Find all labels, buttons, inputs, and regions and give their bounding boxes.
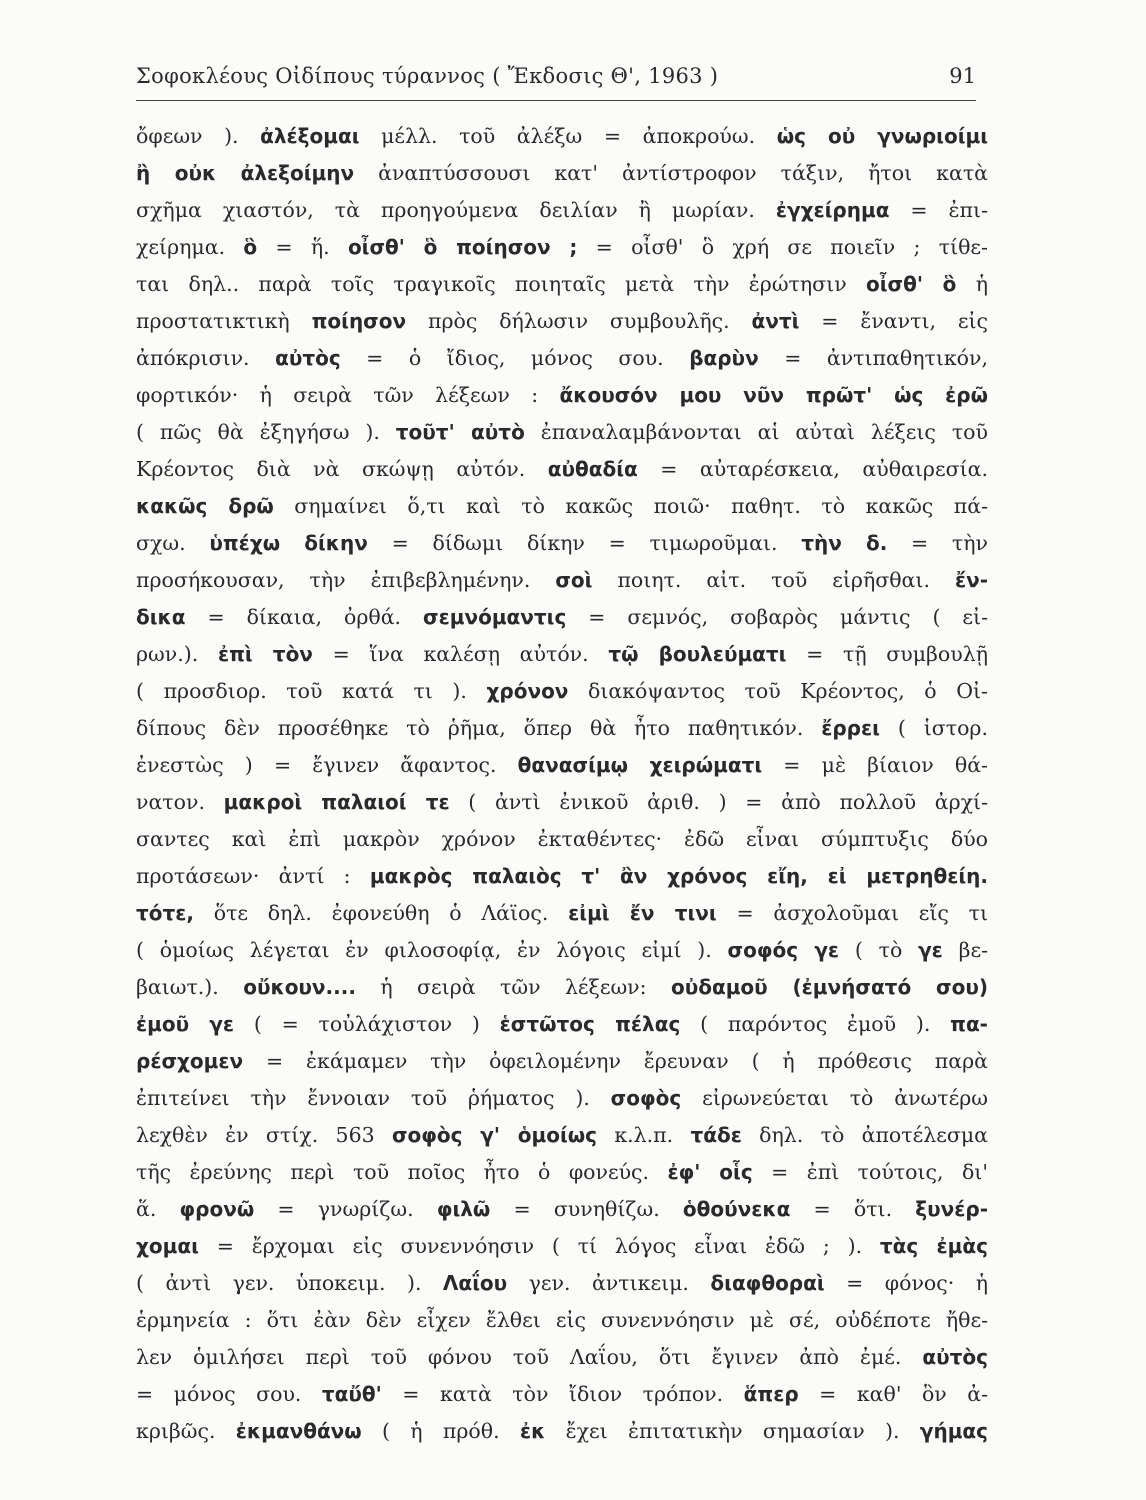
- text-line: [136, 1154, 988, 1191]
- gloss-text: ὅτε δηλ. ἐφονεύθη ὁ Λάϊος.: [194, 901, 569, 925]
- gloss-text: ἅ.: [136, 1197, 180, 1221]
- gloss-text: λεχθὲν ἐν στίχ. 563: [136, 1123, 392, 1147]
- text-line: [136, 562, 988, 599]
- lemma: ρέσχομεν: [136, 1049, 244, 1073]
- lemma: τῷ βουλεύματι: [608, 642, 787, 666]
- text-line: [136, 1265, 988, 1302]
- lemma: σοφὸς: [610, 1086, 682, 1110]
- text-line: [136, 1080, 988, 1117]
- gloss-text: ( ἀντὶ γεν. ὑποκειμ. ).: [136, 1271, 443, 1295]
- text-line: [136, 525, 988, 562]
- text-line: [136, 192, 988, 229]
- gloss-text: ρων.).: [136, 642, 218, 666]
- gloss-text: = κατὰ τὸν ἴδιον τρόπον.: [381, 1382, 744, 1406]
- gloss-text: σημαίνει ὅ,τι καὶ τὸ κακῶς ποιῶ· παθητ. τὸ κακῶς πά-: [273, 494, 988, 518]
- gloss-text: ἐπιτείνει τὴν ἔννοιαν τοῦ ῥήματος ).: [136, 1086, 611, 1110]
- lemma: πα-: [950, 1012, 988, 1036]
- lemma: ἔν-: [954, 568, 988, 592]
- text-line: [136, 118, 988, 155]
- gloss-text: ( ἱστορ.: [879, 716, 988, 740]
- gloss-text: ( παρόντος ἐμοῦ ).: [680, 1012, 951, 1036]
- text-line: [136, 636, 988, 673]
- gloss-text: ται δηλ.. παρὰ τοῖς τραγικοῖς ποιηταῖς μετὰ τὴν ἐρώτησιν: [136, 272, 866, 296]
- lemma: ἀλέξομαι: [260, 124, 360, 148]
- gloss-text: προσήκουσαν, τὴν ἐπιβεβλημένην.: [136, 568, 556, 592]
- gloss-text: ἐνεστὼς ) = ἔγινεν ἄφαντος.: [136, 753, 518, 777]
- lemma: φιλῶ: [436, 1197, 491, 1221]
- text-line: [136, 451, 988, 488]
- text-line: [136, 303, 988, 340]
- text-line: [136, 1191, 988, 1228]
- text-line: [136, 858, 988, 895]
- page-number: 91: [949, 64, 976, 88]
- lemma: χομαι: [136, 1234, 199, 1258]
- gloss-text: = δίδωμι δίκην = τιμωροῦμαι.: [367, 531, 802, 555]
- gloss-text: κριβῶς.: [136, 1419, 236, 1443]
- text-line: [136, 1117, 988, 1154]
- gloss-text: = ἐπι-: [889, 198, 988, 222]
- gloss-text: σαντες καὶ ἐπὶ μακρὸν χρόνον ἐκταθέντες· ἐδῶ εἶναι σύμπτυξις δύο: [136, 827, 988, 851]
- lemma: δικα: [136, 605, 186, 629]
- lemma: ὁθούνεκα: [682, 1197, 791, 1221]
- text-line: [136, 377, 988, 414]
- gloss-text: τῆς ἐρεύνης περὶ τοῦ ποῖος ἦτο ὁ φονεύς.: [136, 1160, 668, 1184]
- lemma: βαρὺν: [689, 346, 759, 370]
- lemma: ἐμοῦ γε: [136, 1012, 235, 1036]
- text-line: [136, 1043, 988, 1080]
- text-line: [136, 266, 988, 303]
- text-line: [136, 155, 988, 192]
- lemma: οὐδαμοῦ (ἐμνήσατό σου): [670, 975, 988, 999]
- text-line: [136, 895, 988, 932]
- lemma: σοφός γε: [727, 938, 840, 962]
- text-line: [136, 1339, 988, 1376]
- lemma: οἶσθ' ὃ ποίησον ;: [347, 235, 578, 259]
- text-line: [136, 821, 988, 858]
- lemma: σοφὸς γ' ὁμοίως: [391, 1123, 598, 1147]
- gloss-text: ἀναπτύσσουσι κατ' ἀντίστροφον τάξιν, ἤτοι κατὰ: [354, 161, 988, 185]
- gloss-text: ἡ σειρὰ τῶν λέξεων:: [355, 975, 671, 999]
- text-line: [136, 1376, 988, 1413]
- gloss-text: βαιωτ.).: [136, 975, 244, 999]
- text-line: [136, 1006, 988, 1043]
- lemma: τότε,: [136, 901, 194, 925]
- lemma: εἰμὶ ἔν τινι: [568, 901, 717, 925]
- gloss-text: = ὁ ἴδιος, μόνος σου.: [340, 346, 690, 370]
- lemma: ἢ οὐκ ἀλεξοίμην: [136, 161, 355, 185]
- text-line: [136, 599, 988, 636]
- gloss-text: = ἔναντι, εἰς: [799, 309, 988, 333]
- gloss-text: Κρέοντος διὰ νὰ σκώψῃ αὐτόν.: [136, 457, 548, 481]
- gloss-text: = ἥ.: [257, 235, 348, 259]
- gloss-text: = δίκαια, ὀρθά.: [185, 605, 424, 629]
- lemma: χρόνον: [486, 679, 569, 703]
- gloss-text: = συνηθίζω.: [490, 1197, 683, 1221]
- gloss-text: διακόψαντος τοῦ Κρέοντος, ὁ Οἰ-: [568, 679, 988, 703]
- gloss-text: ( προσδιορ. τοῦ κατά τι ).: [136, 679, 487, 703]
- header-title: Σοφοκλέους Οἰδίπους τύραννος ( Ἔκδοσις Θ', 1963 ): [136, 64, 719, 88]
- lemma: ὑπέχω δίκην: [209, 531, 368, 555]
- gloss-text: σχῆμα χιαστόν, τὰ προηγούμενα δειλίαν ἢ μωρίαν.: [136, 198, 776, 222]
- lemma: σοὶ: [555, 568, 593, 592]
- gloss-text: προστατικτικὴ: [136, 309, 312, 333]
- lemma: αὐθαδία: [547, 457, 638, 481]
- text-line: [136, 414, 988, 451]
- lemma: τὴν δ.: [801, 531, 888, 555]
- gloss-text: εἰρωνεύεται τὸ ἀνωτέρω: [681, 1086, 988, 1110]
- gloss-text: = μόνος σου.: [136, 1382, 322, 1406]
- lemma: ξυνέρ-: [915, 1197, 988, 1221]
- text-line: [136, 784, 988, 821]
- lemma: τάδε: [690, 1123, 742, 1147]
- gloss-text: ( τὸ: [839, 938, 919, 962]
- gloss-text: = ἐπὶ τούτοις, δι': [752, 1160, 988, 1184]
- gloss-text: = καθ' ὃν ἀ-: [798, 1382, 988, 1406]
- text-line: [136, 229, 988, 266]
- lemma: θανασίμῳ χειρώματι: [517, 753, 763, 777]
- lemma: ἐκ: [519, 1419, 546, 1443]
- gloss-text: ἐπαναλαμβάνονται αἱ αὐταὶ λέξεις τοῦ: [524, 420, 988, 444]
- text-line: [136, 1228, 988, 1265]
- lemma: ὡς οὐ γνωριοίμι: [776, 124, 988, 148]
- gloss-text: μέλλ. τοῦ ἀλέξω = ἀποκρούω.: [359, 124, 777, 148]
- gloss-text: προτάσεων· ἀντί :: [136, 864, 370, 888]
- lemma: μακρὸς παλαιὸς τ' ἂν χρόνος εἴη, εἰ μετρηθείη.: [369, 864, 988, 888]
- gloss-text: = τῇ συμβουλῇ: [786, 642, 988, 666]
- text-line: [136, 488, 988, 525]
- gloss-text: = σεμνός, σοβαρὸς μάντις ( εἰ-: [566, 605, 988, 629]
- lemma: ἐπὶ τὸν: [217, 642, 313, 666]
- gloss-text: ἑρμηνεία : ὅτι ἐὰν δὲν εἶχεν ἔλθει εἰς συνεννόησιν μὲ σέ, οὐδέποτε ἤθε-: [136, 1308, 988, 1332]
- gloss-text: λεν ὁμιλήσει περὶ τοῦ φόνου τοῦ Λαΐου, ὅτι ἔγινεν ἀπὸ ἐμέ.: [136, 1345, 923, 1369]
- gloss-text: πρὸς δήλωσιν συμβουλῆς.: [406, 309, 752, 333]
- gloss-text: = ἐκάμαμεν τὴν ὀφειλομένην ἔρευναν ( ἡ πρόθεσις παρὰ: [243, 1049, 988, 1073]
- gloss-text: ( = τοὐλάχιστον ): [234, 1012, 500, 1036]
- text-line: [136, 969, 988, 1006]
- gloss-text: = αὐταρέσκεια, αὐθαιρεσία.: [637, 457, 988, 481]
- gloss-text: = φόνος· ἡ: [824, 1271, 988, 1295]
- text-line: [136, 340, 988, 377]
- text-line: [136, 710, 988, 747]
- lemma: γε: [918, 938, 943, 962]
- lemma: αὐτὸς: [275, 346, 341, 370]
- gloss-text: χείρημα.: [136, 235, 244, 259]
- lemma: διαφθοραὶ: [710, 1271, 825, 1295]
- gloss-text: σχω.: [136, 531, 210, 555]
- lemma: ἅπερ: [743, 1382, 799, 1406]
- gloss-text: = ἀσχολοῦμαι εἴς τι: [716, 901, 988, 925]
- gloss-text: ἀπόκρισιν.: [136, 346, 276, 370]
- gloss-text: κ.λ.π.: [597, 1123, 691, 1147]
- running-header: [136, 60, 976, 101]
- lemma: ἐφ' οἷς: [667, 1160, 753, 1184]
- lemma: ποίησον: [311, 309, 407, 333]
- commentary-body: [136, 118, 988, 1450]
- gloss-text: δηλ. τὸ ἀποτέλεσμα: [741, 1123, 988, 1147]
- lemma: κακῶς δρῶ: [136, 494, 274, 518]
- gloss-text: ὄφεων ).: [136, 124, 261, 148]
- lemma: ἔρρει: [821, 716, 880, 740]
- lemma: ἐκμανθάνω: [235, 1419, 362, 1443]
- lemma: αὐτὸς: [922, 1345, 988, 1369]
- gloss-text: = τὴν: [887, 531, 988, 555]
- text-line: [136, 1302, 988, 1339]
- lemma: ὃ: [243, 235, 258, 259]
- gloss-text: δίπους δὲν προσέθηκε τὸ ῥῆμα, ὅπερ θὰ ἦτο παθητικόν.: [136, 716, 822, 740]
- lemma: οἶσθ' ὃ: [865, 272, 957, 296]
- gloss-text: = μὲ βίαιον θά-: [762, 753, 988, 777]
- lemma: ἐγχείρημα: [775, 198, 890, 222]
- lemma: γήμας: [919, 1419, 988, 1443]
- gloss-text: βε-: [942, 938, 988, 962]
- gloss-text: ( πῶς θὰ ἐξηγήσω ).: [136, 420, 396, 444]
- gloss-text: = ἀντιπαθητικόν,: [758, 346, 988, 370]
- lemma: τοῦτ' αὐτὸ: [395, 420, 525, 444]
- lemma: ἑστῶτος πέλας: [499, 1012, 681, 1036]
- text-line: [136, 1413, 988, 1450]
- gloss-text: = οἶσθ' ὃ χρή σε ποιεῖν ; τίθε-: [577, 235, 988, 259]
- gloss-text: ἡ: [956, 272, 988, 296]
- gloss-text: ἔχει ἐπιτατικὴν σημασίαν ).: [545, 1419, 920, 1443]
- text-line: [136, 747, 988, 784]
- text-line: [136, 932, 988, 969]
- lemma: Λαΐου: [442, 1271, 508, 1295]
- gloss-text: = ἵνα καλέσῃ αὐτόν.: [312, 642, 609, 666]
- lemma: μακροὶ παλαιοί τε: [223, 790, 450, 814]
- gloss-text: φορτικόν· ἡ σειρὰ τῶν λέξεων :: [136, 383, 560, 407]
- lemma: οὔκουν....: [243, 975, 356, 999]
- gloss-text: = γνωρίζω.: [254, 1197, 437, 1221]
- lemma: ἄκουσόν μου νῦν πρῶτ' ὡς ἐρῶ: [559, 383, 988, 407]
- lemma: φρονῶ: [179, 1197, 255, 1221]
- lemma: σεμνόμαντις: [423, 605, 567, 629]
- gloss-text: νατον.: [136, 790, 224, 814]
- lemma: ταὔθ': [321, 1382, 382, 1406]
- lemma: τὰς ἐμὰς: [879, 1234, 988, 1258]
- gloss-text: ( ἡ πρόθ.: [361, 1419, 520, 1443]
- gloss-text: γεν. ἀντικειμ.: [507, 1271, 711, 1295]
- gloss-text: ( ὁμοίως λέγεται ἐν φιλοσοφίᾳ, ἐν λόγοις εἰμί ).: [136, 938, 728, 962]
- gloss-text: ποιητ. αἰτ. τοῦ εἰρῆσθαι.: [592, 568, 955, 592]
- gloss-text: = ὅτι.: [790, 1197, 916, 1221]
- lemma: ἀντὶ: [751, 309, 800, 333]
- gloss-text: ( ἀντὶ ἐνικοῦ ἀριθ. ) = ἀπὸ πολλοῦ ἀρχί-: [449, 790, 988, 814]
- gloss-text: = ἔρχομαι εἰς συνεννόησιν ( τί λόγος εἶναι ἐδῶ ; ).: [198, 1234, 880, 1258]
- text-line: [136, 673, 988, 710]
